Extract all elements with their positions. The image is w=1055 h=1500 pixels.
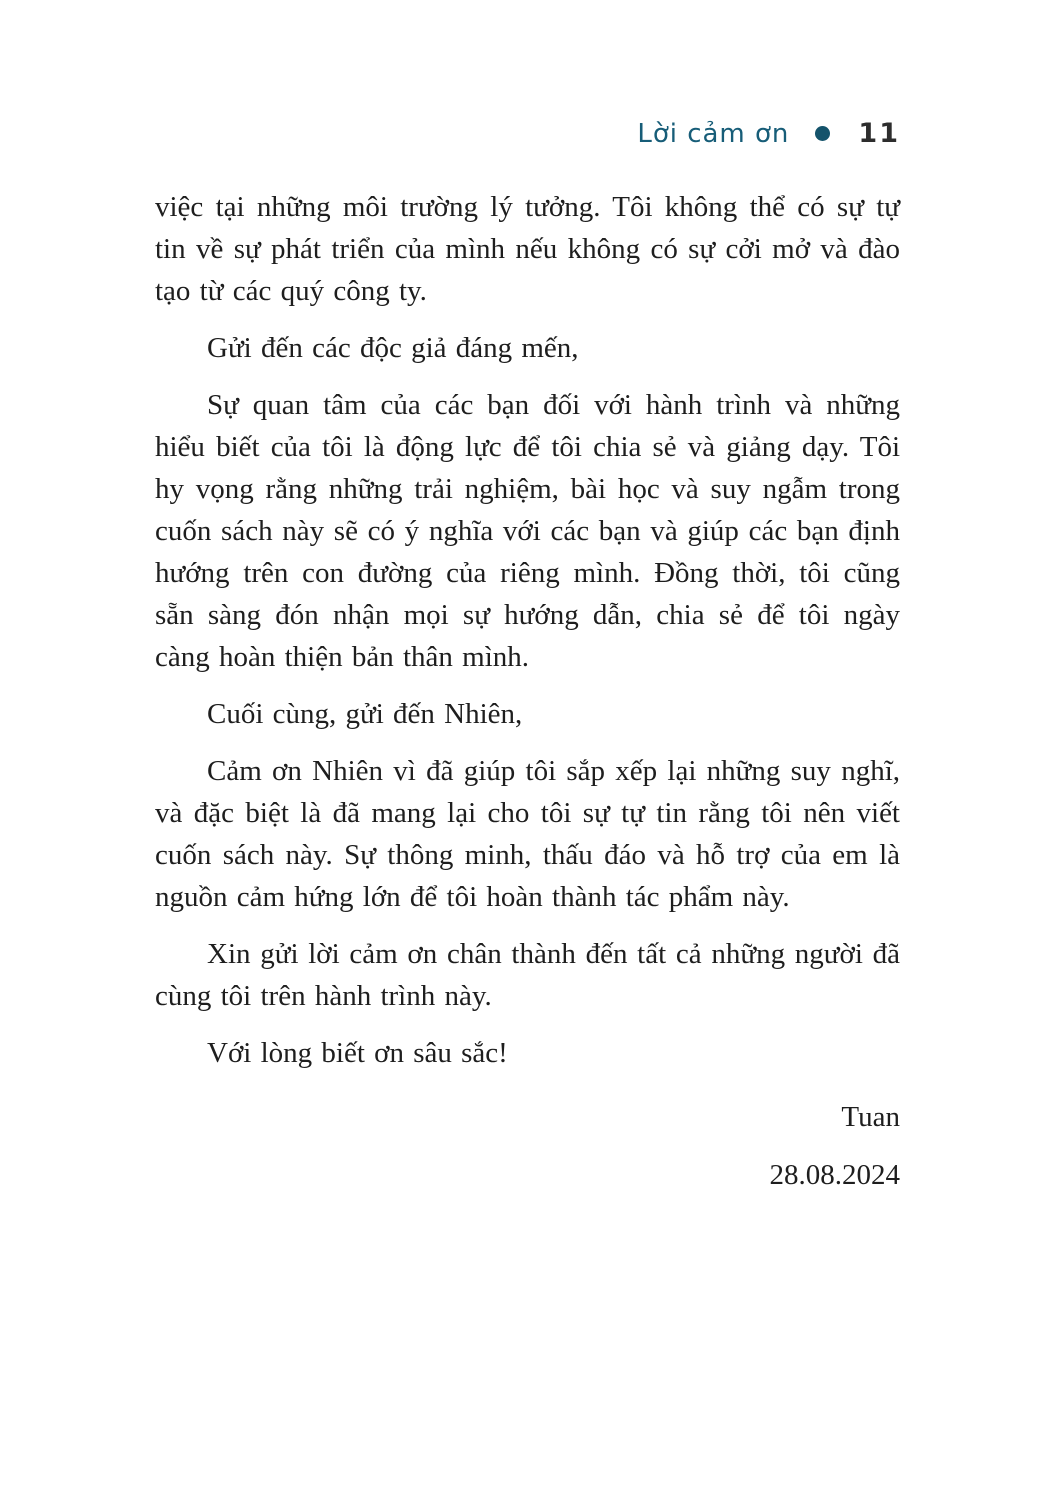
paragraph-salutation-nhien: Cuối cùng, gửi đến Nhiên,: [207, 698, 523, 730]
page-number: 11: [858, 118, 900, 149]
paragraph-readers-thanks: Sự quan tâm của các bạn đối với hành trình và những hiểu biết của tôi là động lực để tôi chia sẻ và giảng dạy. Tôi hy vọng rằng những trải nghiệm, bài học và suy ngẫm trong cuốn sách này sẽ có ý nghĩa với các bạn và giúp các bạn định hướng trên con đường của riêng mình. Đồng thời, tôi cũng sẵn sàng đón nhận mọi sự hướng dẫn, chia sẻ để tôi ngày càng hoàn thiện bản thân mình.: [155, 389, 900, 673]
running-header: [637, 118, 900, 149]
signature-name: Tuan: [841, 1101, 900, 1133]
running-header-title: Lời cảm ơn: [637, 118, 790, 149]
paragraph-continuation: việc tại những môi trường lý tưởng. Tôi không thể có sự tự tin về sự phát triển của mình nếu không có sự cởi mở và đào tạo từ các quý công ty.: [155, 191, 900, 307]
paragraph-general-thanks: Xin gửi lời cảm ơn chân thành đến tất cả những người đã cùng tôi trên hành trình này.: [155, 938, 900, 1012]
signature-block: [155, 1096, 900, 1196]
paragraph-salutation-readers: Gửi đến các độc giả đáng mến,: [207, 332, 579, 364]
paragraph-closing: Với lòng biết ơn sâu sắc!: [207, 1037, 508, 1069]
signature-date: 28.08.2024: [769, 1159, 900, 1191]
separator-dot-icon: [815, 126, 830, 141]
page-body: [155, 186, 900, 1196]
paragraph-nhien-thanks: Cảm ơn Nhiên vì đã giúp tôi sắp xếp lại những suy nghĩ, và đặc biệt là đã mang lại cho tôi sự tự tin rằng tôi nên viết cuốn sách này. Sự thông minh, thấu đáo và hỗ trợ của em là nguồn cảm hứng lớn để tôi hoàn thành tác phẩm này.: [155, 755, 900, 913]
